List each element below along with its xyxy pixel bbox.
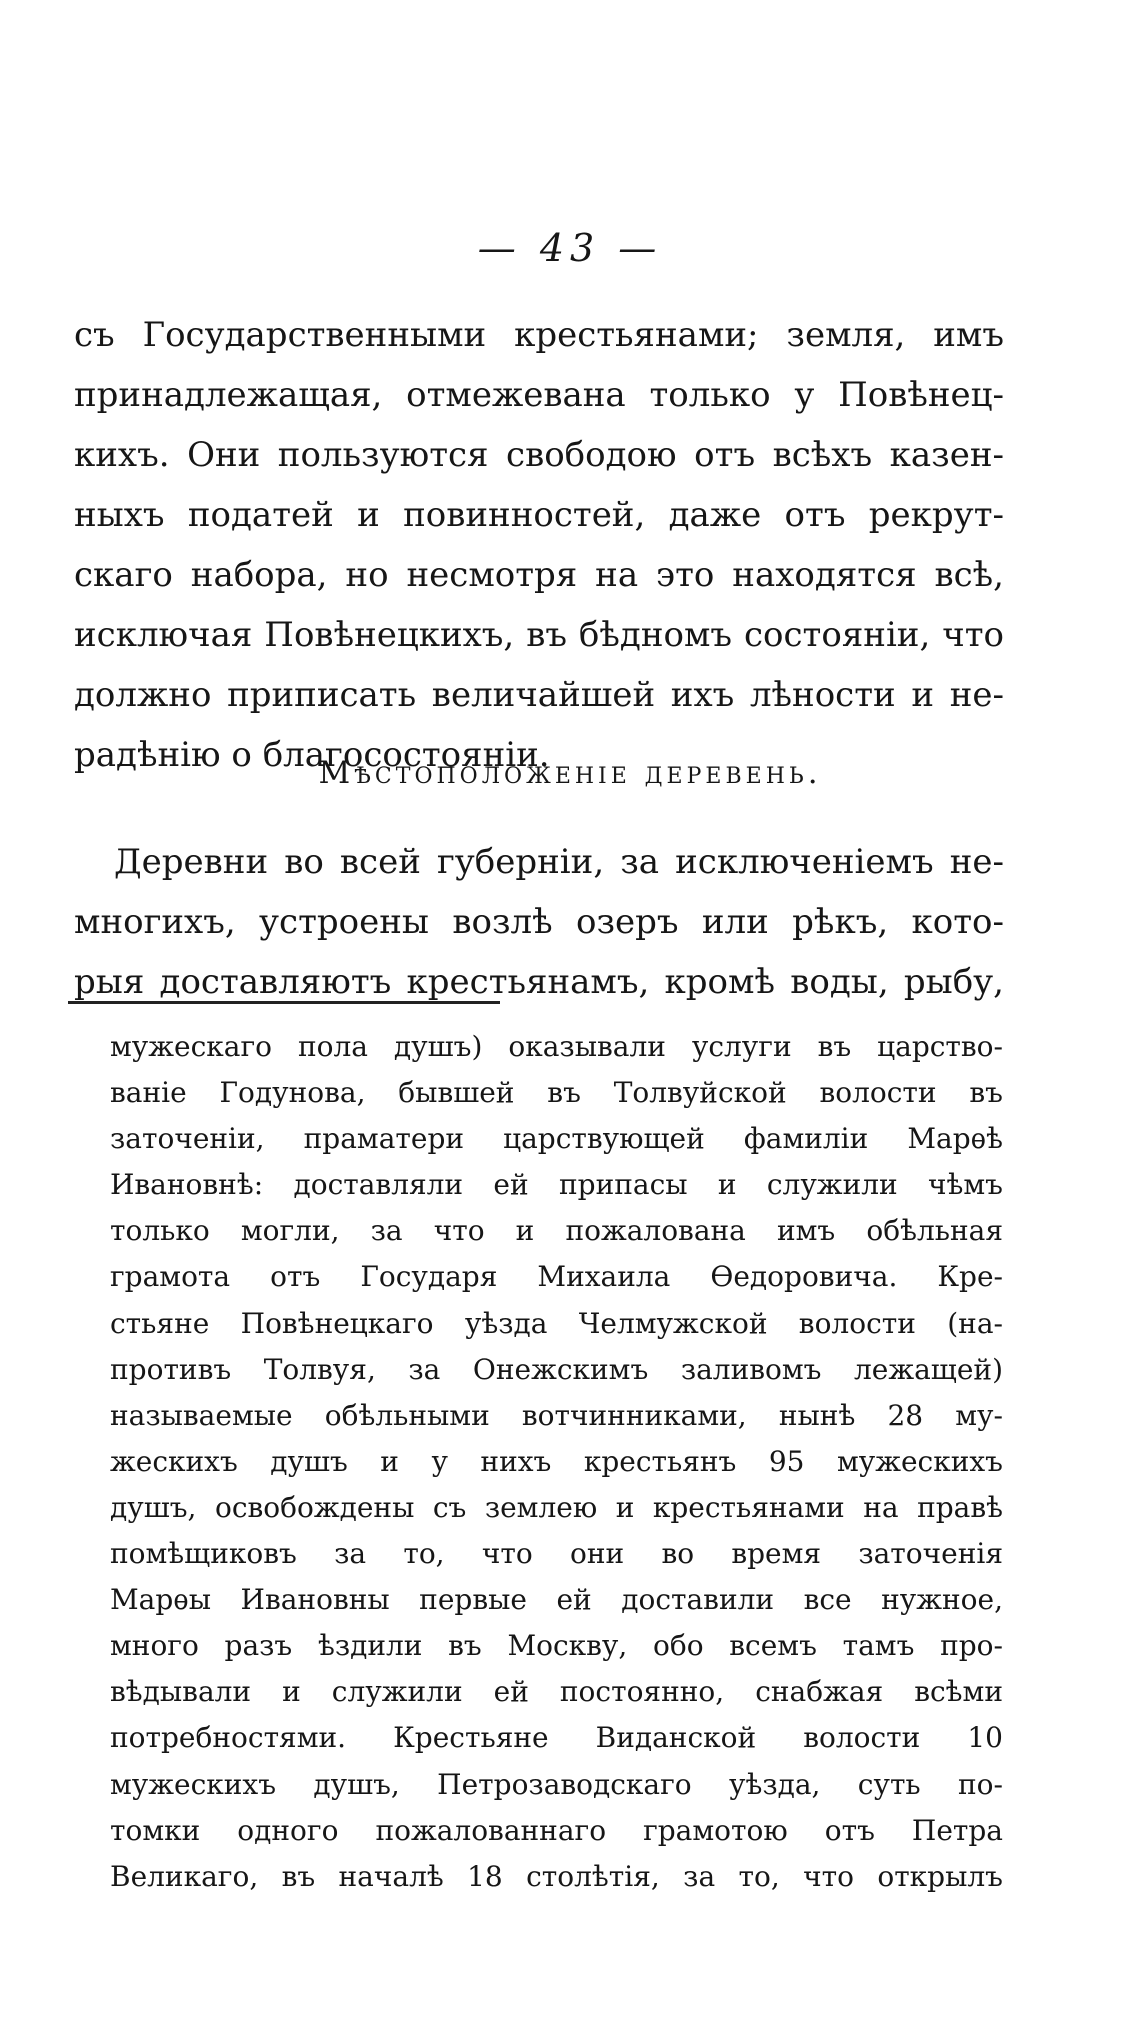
- footnote-line: называемые обѣльными вотчинниками, нынѣ 28 му-: [110, 1398, 1003, 1432]
- text-line: принадлежащая, отмежевана только у Повѣнец-: [74, 375, 1004, 415]
- text-line: должно приписать величайшей ихъ лѣности и не-: [74, 675, 1004, 715]
- footnote-line: потребностями. Крестьяне Виданской волости 10: [110, 1721, 1003, 1755]
- text-line: многихъ, устроены возлѣ озеръ или рѣкъ, кото-: [74, 902, 1004, 942]
- paragraph-1: [74, 305, 1004, 785]
- footnote-line: Марѳы Ивановны первые ей доставили все нужное,: [110, 1583, 1003, 1617]
- footnote-line: томки одного пожалованнаго грамотою отъ Петра: [110, 1813, 1003, 1847]
- footnote-line: заточеніи, праматери царствующей фамиліи Марѳѣ: [110, 1122, 1003, 1156]
- footnote-line: ваніе Годунова, бывшей въ Толвуйской волости въ: [110, 1076, 1003, 1110]
- footnote-line: душъ, освобождены съ землею и крестьянами на правѣ: [110, 1490, 1003, 1524]
- footnote-line: мужескихъ душъ, Петрозаводскаго уѣзда, суть по-: [110, 1767, 1003, 1801]
- footnote-line: помѣщиковъ за то, что они во время заточенія: [110, 1537, 1003, 1571]
- footnote-line: вѣдывали и служили ей постоянно, снабжая всѣми: [110, 1675, 1003, 1709]
- text-line: рыя доставляютъ крестьянамъ, кромѣ воды, рыбу,: [74, 962, 1004, 1002]
- text-line: съ Государственными крестьянами; земля, имъ: [74, 315, 1004, 355]
- footnote-line: стьяне Повѣнецкаго уѣзда Челмужской волости (на-: [110, 1306, 1003, 1340]
- text-line: исключая Повѣнецкихъ, въ бѣдномъ состояніи, что: [74, 615, 1004, 655]
- footnote-line: Великаго, въ началѣ 18 столѣтія, за то, что открылъ: [110, 1859, 1003, 1893]
- footnote: [110, 1024, 1003, 1900]
- text-line: скаго набора, но несмотря на это находятся всѣ,: [74, 555, 1004, 595]
- footnote-line: мужескаго пола душъ) оказывали услуги въ царство-: [110, 1030, 1003, 1063]
- text-line: Деревни во всей губерніи, за исключеніемъ не-: [114, 842, 1004, 882]
- footnote-line: противъ Толвуя, за Онежскимъ заливомъ лежащей): [110, 1352, 1003, 1386]
- footnote-line: грамота отъ Государя Михаила Ѳедоровича. Кре-: [110, 1260, 1003, 1294]
- footnote-line: жескихъ душъ и у нихъ крестьянъ 95 мужескихъ: [110, 1444, 1003, 1478]
- text-line: радѣнію о благосостояніи.: [74, 735, 550, 775]
- footnote-line: только могли, за что и пожалована имъ обѣльная: [110, 1214, 1003, 1248]
- footnote-line: Ивановнѣ: доставляли ей припасы и служили чѣмъ: [110, 1168, 1003, 1202]
- page-number: — 43 —: [477, 226, 663, 270]
- text-line: ныхъ податей и повинностей, даже отъ рекрут-: [74, 495, 1004, 535]
- footnote-line: много разъ ѣздили въ Москву, обо всемъ тамъ про-: [110, 1629, 1003, 1663]
- section-heading: Мѣстоположеніе деревень.: [318, 755, 822, 791]
- text-line: кихъ. Они пользуются свободою отъ всѣхъ казен-: [74, 435, 1004, 475]
- footnote-separator: [68, 1001, 500, 1004]
- paragraph-2: [74, 832, 1004, 1012]
